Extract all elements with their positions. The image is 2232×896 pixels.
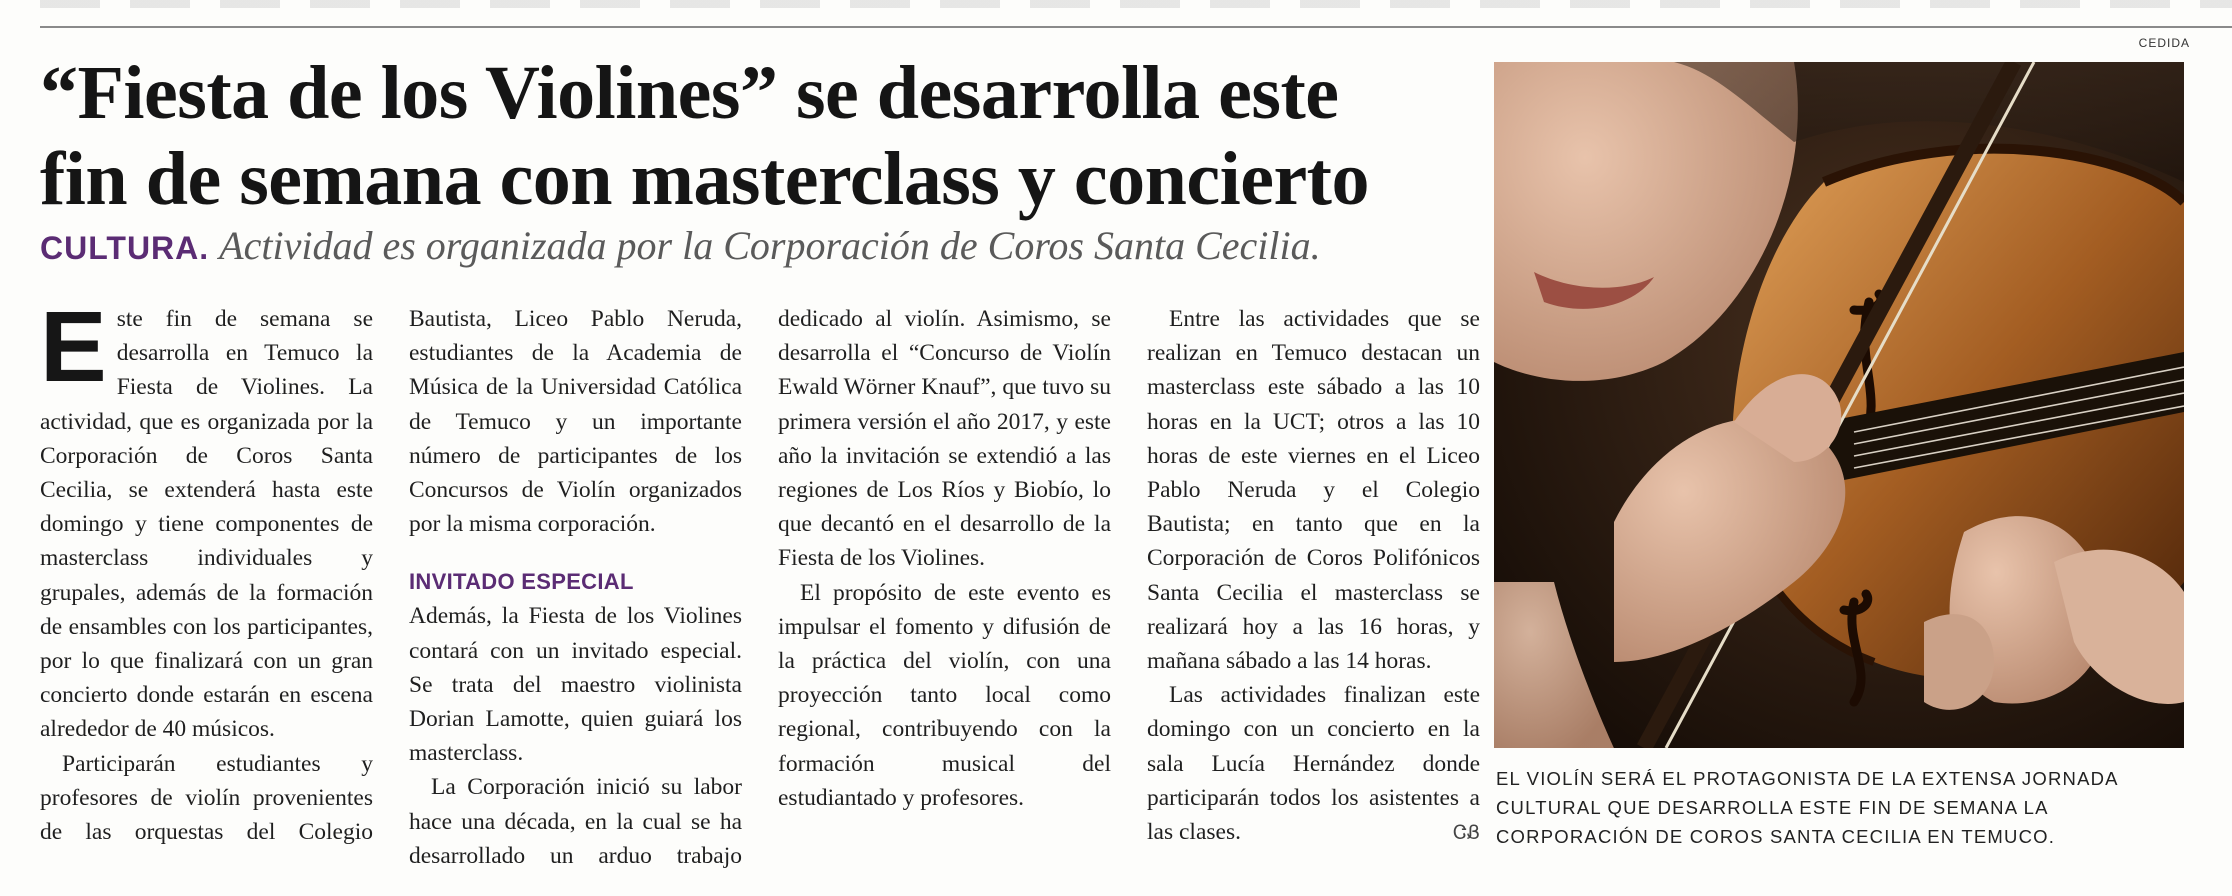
top-divider bbox=[40, 26, 2232, 28]
article-photo bbox=[1494, 62, 2184, 748]
end-of-article-icon: ᏣᏰ bbox=[1453, 820, 1480, 845]
paragraph-3 bbox=[409, 599, 742, 770]
previous-page-strip bbox=[40, 0, 2232, 8]
paragraph-5-text: El propósito de este evento es impulsar el fomento y difusión de la práctica del violín, con una proyección tanto local como regional, contribuyendo con la formación musical del estudiantado y profesores. bbox=[778, 579, 1111, 811]
paragraph-7 bbox=[1147, 678, 1480, 849]
paragraph-3-text: Además, la Fiesta de los Violines contará con un invitado especial. Se trata del maestro violinista Dorian Lamotte, quien guiará los masterclass. bbox=[409, 603, 742, 767]
paragraph-6-text: Entre las actividades que se realizan en Temuco destacan un masterclass este sábado a las 10 horas en la UCT; otros a las 10 horas de este viernes en el Liceo Pablo Neruda y el Colegio Bautista; en tanto que en la Corporación de Coros Polifónicos Santa Cecilia el masterclass se realizará hoy a las 16 horas, y mañana sábado a las 14 horas. bbox=[1147, 306, 1480, 675]
paragraph-6 bbox=[1147, 302, 1480, 678]
article-body bbox=[40, 291, 1480, 882]
subhead-invitado-especial: INVITADO ESPECIAL bbox=[409, 569, 634, 595]
drop-cap: E bbox=[40, 291, 107, 403]
violin-photo-illustration bbox=[1494, 62, 2184, 748]
headline-line-1: “Fiesta de los Violines” se desarrolla este bbox=[40, 51, 1339, 135]
paragraph-1 bbox=[40, 291, 373, 747]
headline-line-2: fin de semana con masterclass y concierto bbox=[40, 137, 1369, 221]
paragraph-2-text: Participarán estudiantes y profesores de violín provenientes de las orquestas del Colegio Bautista, Liceo Pablo Neruda, estudiantes de la Academia de Música de la Universidad Católica de Temuco y un importante número de participantes de los Concursos de Violín organizados por la misma corporación. bbox=[40, 306, 742, 846]
paragraph-7-text: Las actividades finalizan este domingo con un concierto en la sala Lucía Hernández donde participarán todos los asistentes a las clases. bbox=[1147, 682, 1480, 846]
photo-caption: EL VIOLÍN SERÁ EL PROTAGONISTA DE LA EXTENSA JORNADA CULTURAL QUE DESARROLLA ESTE FIN DE SEMANA LA CORPORACIÓN DE COROS SANTA CECILIA EN TEMUCO. bbox=[1496, 768, 2118, 847]
article-headline bbox=[40, 50, 1480, 222]
dek-summary: Actividad es organizada por la Corporación de Coros Santa Cecilia. bbox=[219, 223, 1321, 268]
section-label: CULTURA. bbox=[40, 230, 210, 266]
photo-credit: CEDIDA bbox=[2138, 36, 2190, 50]
paragraph-4-text: La Corporación inició su labor hace una década, en la cual se ha desarrollado un arduo trabajo dedicado al violín. Asimismo, se desarrolla el “Concurso de Violín Ewald Wörner Knauf”, que tuvo su primera versión el año 2017, y este año la invitación se extendió a las regiones de Los Ríos y Biobío, lo que decantó en el desarrollo de la Fiesta de los Violines. bbox=[409, 306, 1111, 869]
paragraph-1-text: ste fin de semana se desarrolla en Temuco la Fiesta de Violines. La actividad, que es organizada por la Corporación de Coros Santa Cecilia, se extenderá hasta este domingo y tiene componentes de masterclass individuales y grupales, además de la formación de ensambles con los participantes, por lo que finalizará con un gran concierto donde estarán en escena alrededor de 40 músicos. bbox=[40, 306, 373, 743]
article-text-flow bbox=[40, 291, 1480, 882]
paragraph-5 bbox=[778, 576, 1111, 815]
article-dek bbox=[40, 222, 1500, 272]
